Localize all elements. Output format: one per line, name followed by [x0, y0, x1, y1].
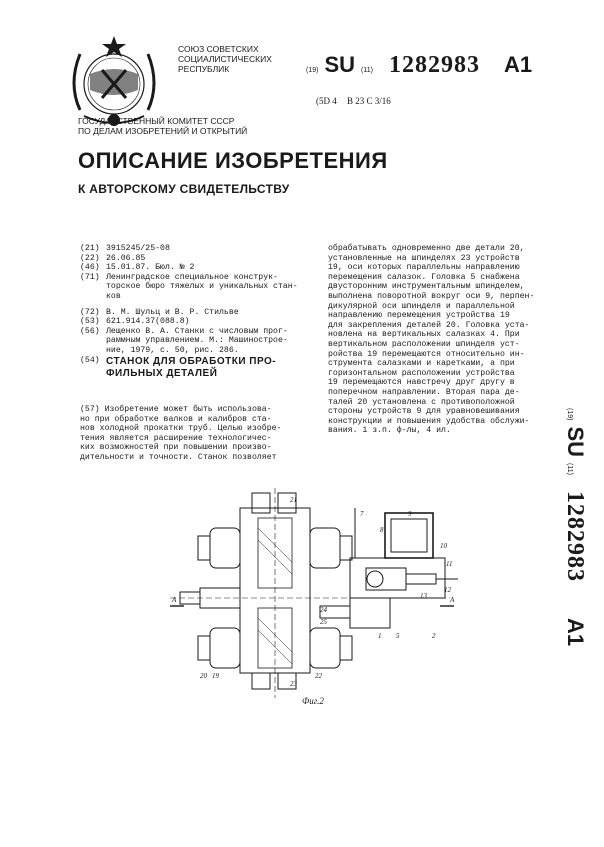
drawing-label: 19 — [212, 672, 219, 680]
drawing-label: 5 — [396, 632, 400, 640]
organization-name — [178, 44, 288, 74]
figure-caption: Фиг.2 — [302, 696, 324, 706]
kind-code: A1 — [503, 52, 533, 77]
document-title: ОПИСАНИЕ ИЗОБРЕТЕНИЯ — [78, 148, 388, 173]
biblio-row: (71) Ленинградское специальное конструк- — [80, 272, 278, 282]
ipc-prefix: (5D 4 — [316, 96, 337, 106]
drawing-label: 8 — [380, 526, 384, 534]
abstract-right-column: обрабатывать одновременно две детали 20, установленные на шпинделях 23 устройств 19, оси которых параллельны направлению перемещения салазок. Головка 5 снабжена двусторонним инструментальным шпинделем, выполнена поворотной вокруг оси 9, перпен- дикулярной оси шпинделя и параллельной направлению перемещения устройства 19 для закрепления деталей 20. Головка уста- новлена на вертикальных салазках 4. При вертикальном расположении шпинделя уст- ройства 19 перемещаются относительно ин- струмента салазками и каретками, а при горизонтальном расположении устройства 19 перемещаются навстречу друг другу в поперечном направлении. Вторая пара де- талей 20 установлена с противоположной стороны устройств 9 для уравновешивания конструкции и повышения удобства обслужи- вания. 1 з.п. ф-лы, 4 ил. — [328, 244, 535, 436]
technical-drawing — [170, 488, 460, 698]
biblio-row: раммным управлением. М.: Машинострое- — [106, 336, 288, 346]
drawing-label: 13 — [420, 592, 427, 600]
biblio-row: (46) 15.01.87. Бюл. № 2 — [80, 263, 195, 273]
drawing-label: 12 — [444, 586, 451, 594]
committee-name — [78, 116, 247, 136]
drawing-label: 22 — [315, 672, 322, 680]
document-subtitle: К АВТОРСКОМУ СВИДЕТЕЛЬСТВУ — [78, 182, 290, 196]
ipc-classification — [316, 96, 391, 106]
side-patent-number: (19) SU (11) 1282983 A1 — [562, 408, 588, 647]
drawing-label: 21 — [290, 496, 297, 504]
bibliographic-data — [80, 244, 316, 380]
drawing-label: A — [172, 596, 177, 604]
drawing-label: 20 — [200, 672, 207, 680]
biblio-row: (22) 26.06.85 — [80, 253, 146, 263]
biblio-row: торское бюро тяжелых и уникальных стан- — [106, 282, 298, 292]
prefix-19: (19) — [306, 67, 319, 74]
drawing-label: 1 — [378, 632, 382, 640]
committee-line: ПО ДЕЛАМ ИЗОБРЕТЕНИЙ И ОТКРЫТИЙ — [78, 126, 248, 136]
drawing-label: 10 — [440, 542, 447, 550]
biblio-row: (53) 621.914.37(088.8) — [80, 317, 190, 327]
ipc-code: B 23 C 3/16 — [347, 96, 391, 106]
country-code: SU — [324, 52, 356, 77]
drawing-label: 9 — [408, 510, 412, 518]
biblio-row: ние, 1979, с. 50, рис. 286. — [106, 345, 239, 355]
biblio-row: (72) В. М. Шульц и В. Р. Стильве — [80, 307, 239, 317]
drawing-label: 7 — [360, 510, 364, 518]
invention-title-cont: ФИЛЬНЫХ ДЕТАЛЕЙ — [106, 367, 218, 379]
drawing-label: 23 — [290, 680, 297, 688]
drawing-label: A — [450, 596, 455, 604]
biblio-row: (56) Лещенко В. А. Станки с числовым прог- — [80, 326, 288, 336]
invention-title: СТАНОК ДЛЯ ОБРАБОТКИ ПРО- — [106, 355, 277, 367]
org-line: РЕСПУБЛИК — [178, 64, 230, 74]
abstract-left-column: (57) Изобретение может быть использова- но при обработке валков и калибров ста- нов холодной прокатки труб. Целью изобре- тения является расширение технологичес- ких возможностей при повышении произво- дительности и точности. Станок позволяет — [80, 405, 282, 462]
invention-title-row: (54) СТАНОК ДЛЯ ОБРАБОТКИ ПРО- — [80, 356, 316, 368]
drawing-label: 11 — [446, 560, 453, 568]
biblio-row: ков — [106, 291, 121, 301]
drawing-label: 24 — [320, 606, 327, 614]
drawing-label: 25 — [320, 618, 327, 626]
drawing-label: 2 — [432, 632, 436, 640]
committee-line: ГОСУДАРСТВЕННЫЙ КОМИТЕТ СССР — [78, 116, 235, 126]
org-line: СОЦИАЛИСТИЧЕСКИХ — [178, 54, 272, 64]
org-line: СОЮЗ СОВЕТСКИХ — [178, 44, 259, 54]
patent-number: 1282983 — [388, 52, 480, 78]
prefix-11: (11) — [361, 67, 373, 74]
patent-header — [306, 52, 532, 79]
biblio-row: (21) 3915245/25-08 — [80, 244, 170, 253]
